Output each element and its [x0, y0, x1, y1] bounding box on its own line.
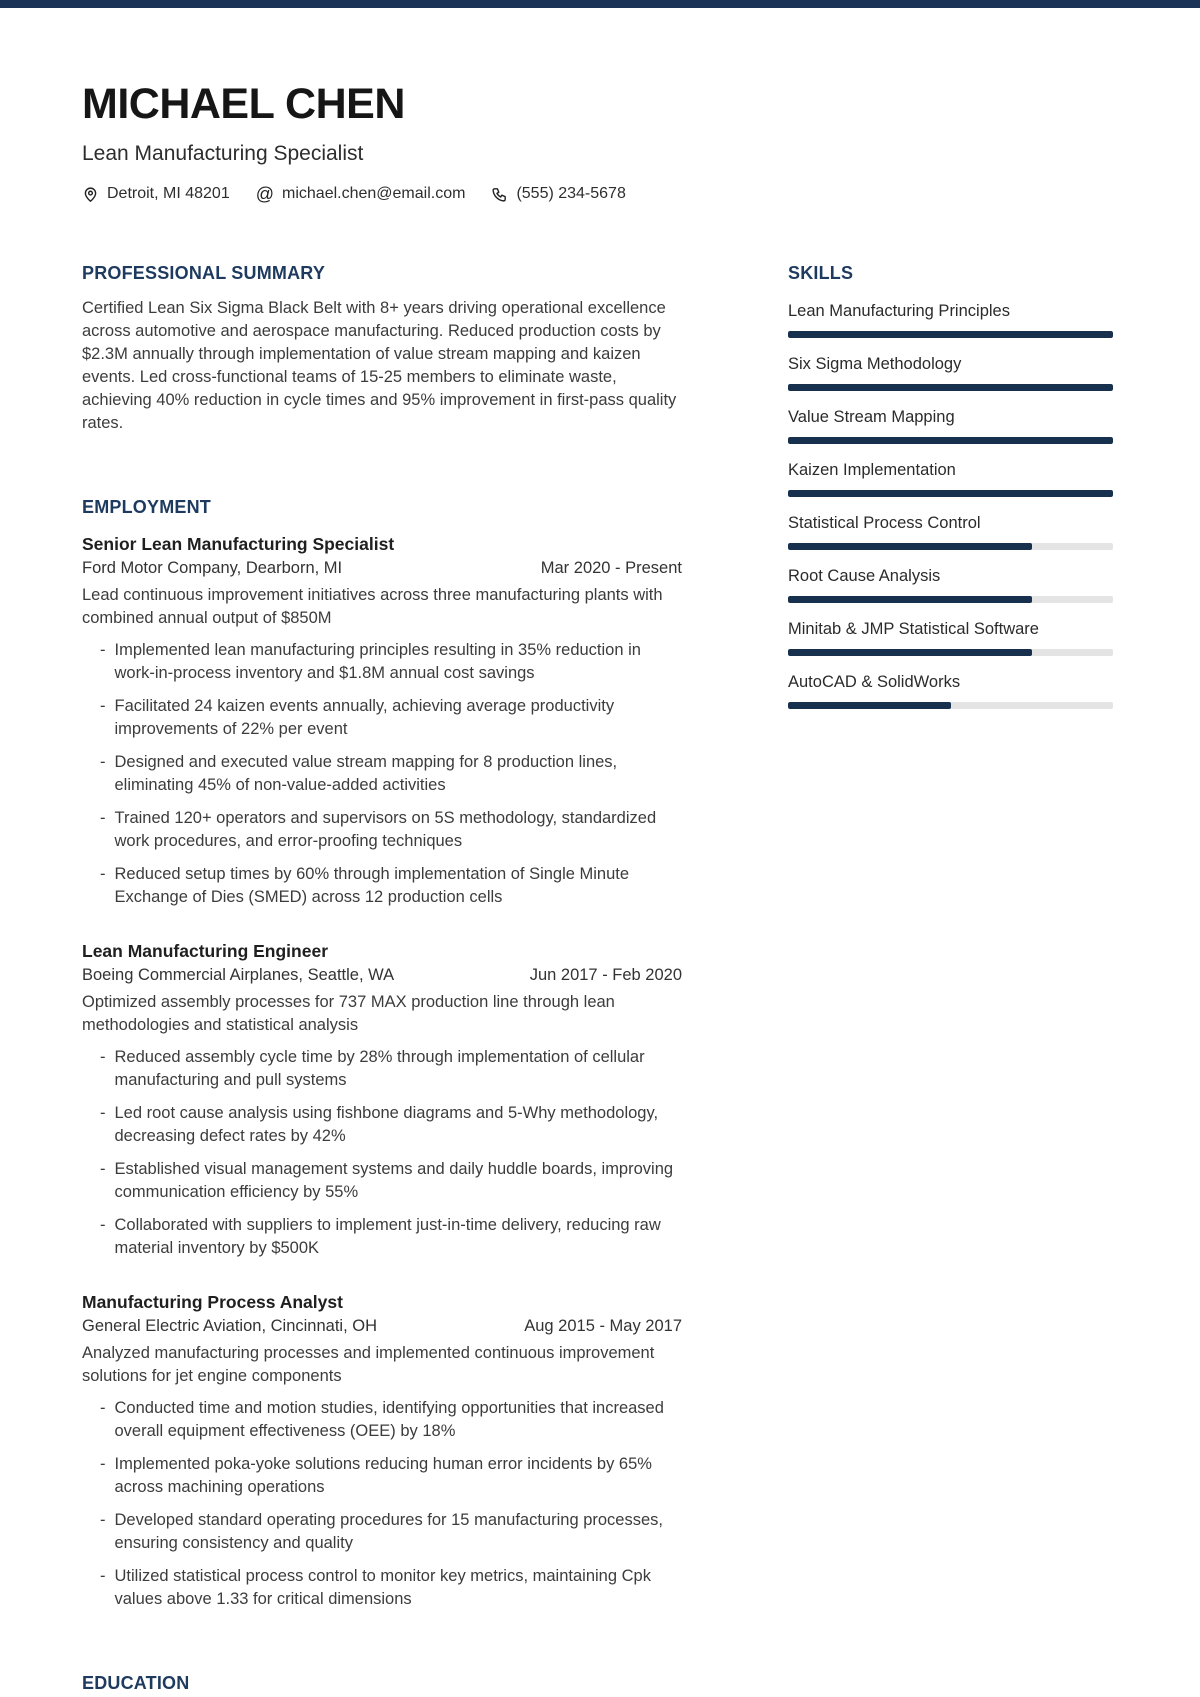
- employment-heading: EMPLOYMENT: [82, 496, 212, 517]
- skill-item: [788, 406, 1113, 444]
- skill-item: [788, 459, 1113, 497]
- bullet-dash: -: [100, 1215, 106, 1234]
- job-bullet: [100, 1565, 682, 1611]
- skill-item: [788, 565, 1113, 603]
- contact-phone: [491, 185, 625, 203]
- bullet-dash: -: [100, 1454, 106, 1473]
- bullet-dash: -: [100, 640, 106, 659]
- job-bullet: [100, 695, 682, 741]
- skill-bar: [788, 596, 1113, 603]
- job-dates: Jun 2017 - Feb 2020: [529, 965, 682, 984]
- skill-item: [788, 671, 1113, 709]
- skill-bar: [788, 543, 1113, 550]
- bullet-dash: -: [100, 1047, 106, 1066]
- job-meta-row: [82, 963, 682, 988]
- bullet-text: Conducted time and motion studies, identifying opportunities that increased overall equipment effectiveness (OEE) by 18%: [114, 1398, 664, 1440]
- job-company: Ford Motor Company, Dearborn, MI: [82, 558, 343, 577]
- bullet-dash: -: [100, 696, 106, 715]
- job-bullet: [100, 1158, 682, 1204]
- job-entry: [82, 532, 682, 909]
- skill-label: Lean Manufacturing Principles: [788, 301, 1010, 320]
- bullet-text: Utilized statistical process control to monitor key metrics, maintaining Cpk values above 1.33 for critical dimensions: [114, 1566, 651, 1608]
- skill-label: Kaizen Implementation: [788, 460, 956, 479]
- content-columns: [82, 263, 1113, 1694]
- skill-label: Statistical Process Control: [788, 513, 981, 532]
- job-company: Boeing Commercial Airplanes, Seattle, WA: [82, 965, 395, 984]
- skill-bar-fill: [788, 702, 951, 709]
- job-entry: [82, 939, 682, 1260]
- phone-icon: [491, 186, 508, 203]
- bullet-text: Led root cause analysis using fishbone diagrams and 5-Why methodology, decreasing defect rates by 42%: [114, 1103, 659, 1145]
- skill-bar: [788, 702, 1113, 709]
- bullet-text: Trained 120+ operators and supervisors on 5S methodology, standardized work procedures, and error-proofing techniques: [114, 808, 657, 850]
- skills-list: [788, 300, 1113, 709]
- bullet-text: Implemented poka-yoke solutions reducing human error incidents by 65% across machining operations: [114, 1454, 652, 1496]
- summary-heading: PROFESSIONAL SUMMARY: [82, 263, 326, 284]
- candidate-name: MICHAEL CHEN: [82, 80, 405, 128]
- main-column: [82, 263, 682, 1694]
- contact-phone-text: (555) 234-5678: [516, 185, 626, 203]
- at-sign-icon: @: [255, 184, 275, 205]
- bullet-text: Implemented lean manufacturing principles resulting in 35% reduction in work-in-process inventory and $1.8M annual cost savings: [114, 640, 641, 682]
- job-bullet-list: [82, 1397, 682, 1611]
- jobs-container: [82, 532, 682, 1611]
- job-bullet: [100, 863, 682, 909]
- job-meta-row: [82, 556, 682, 581]
- job-title: Lean Manufacturing Engineer: [82, 940, 328, 961]
- bullet-dash: -: [100, 1510, 106, 1529]
- job-bullet-list: [82, 1046, 682, 1260]
- job-bullet: [100, 639, 682, 685]
- education-heading: EDUCATION: [82, 1672, 190, 1693]
- skill-bar-fill: [788, 543, 1032, 550]
- bullet-dash: -: [100, 1398, 106, 1417]
- skill-bar-fill: [788, 490, 1113, 497]
- job-bullet: [100, 1214, 682, 1260]
- bullet-text: Reduced assembly cycle time by 28% through implementation of cellular manufacturing and pull systems: [114, 1047, 645, 1089]
- bullet-dash: -: [100, 1103, 106, 1122]
- skill-bar-fill: [788, 384, 1113, 391]
- contact-email-text: michael.chen@email.com: [282, 185, 466, 203]
- skill-bar: [788, 490, 1113, 497]
- job-bullet: [100, 1397, 682, 1443]
- skill-label: Value Stream Mapping: [788, 407, 955, 426]
- bullet-text: Reduced setup times by 60% through implementation of Single Minute Exchange of Dies (SMED) across 12 production cells: [114, 864, 630, 906]
- bullet-dash: -: [100, 752, 106, 771]
- job-dates: Aug 2015 - May 2017: [524, 1316, 682, 1335]
- bullet-text: Facilitated 24 kaizen events annually, achieving average productivity improvements of 22% per event: [114, 696, 615, 738]
- job-bullet: [100, 1046, 682, 1092]
- job-description: Analyzed manufacturing processes and implemented continuous improvement solutions for jet engine components: [82, 1343, 655, 1385]
- bullet-dash: -: [100, 1566, 106, 1585]
- skill-item: [788, 512, 1113, 550]
- job-bullet: [100, 1453, 682, 1499]
- skill-bar: [788, 649, 1113, 656]
- summary-text: Certified Lean Six Sigma Black Belt with 8+ years driving operational excellence across automotive and aerospace manufacturing. Reduced production costs by $2.3M annually through implementation of value stream mapping and kaizen events. Led cross-functional teams of 15-25 members to eliminate waste, achieving 40% reduction in cycle times and 95% improvement in first-pass quality rates.: [82, 298, 677, 432]
- skill-bar-fill: [788, 649, 1032, 656]
- skill-label: AutoCAD & SolidWorks: [788, 672, 961, 691]
- job-meta-row: [82, 1314, 682, 1339]
- bullet-text: Designed and executed value stream mapping for 8 production lines, eliminating 45% of non-value-added activities: [114, 752, 618, 794]
- bullet-dash: -: [100, 1159, 106, 1178]
- location-pin-icon: [82, 186, 99, 203]
- bullet-dash: -: [100, 808, 106, 827]
- contact-email: [256, 185, 466, 203]
- job-entry: [82, 1290, 682, 1611]
- job-dates: Mar 2020 - Present: [540, 558, 682, 577]
- job-title: Manufacturing Process Analyst: [82, 1291, 343, 1312]
- bullet-text: Collaborated with suppliers to implement just-in-time delivery, reducing raw material inventory by $500K: [114, 1215, 661, 1257]
- section-skills: [788, 263, 1113, 709]
- skill-item: [788, 353, 1113, 391]
- bullet-text: Developed standard operating procedures for 15 manufacturing processes, ensuring consistency and quality: [114, 1510, 663, 1552]
- job-bullet-list: [82, 639, 682, 909]
- skill-item: [788, 618, 1113, 656]
- job-bullet: [100, 1509, 682, 1555]
- job-bullet: [100, 807, 682, 853]
- skill-bar-fill: [788, 331, 1113, 338]
- contact-row: [82, 185, 1113, 203]
- candidate-title: Lean Manufacturing Specialist: [82, 142, 364, 166]
- section-professional-summary: [82, 263, 682, 435]
- contact-location-text: Detroit, MI 48201: [107, 185, 230, 203]
- skill-bar-fill: [788, 437, 1113, 444]
- section-employment: [82, 497, 682, 1611]
- resume-header: [82, 82, 1113, 203]
- skills-heading: SKILLS: [788, 263, 854, 284]
- section-education: [82, 1673, 682, 1695]
- resume-page: [0, 82, 1200, 1694]
- bullet-text: Established visual management systems and daily huddle boards, improving communication efficiency by 55%: [114, 1159, 674, 1201]
- contact-location: [82, 185, 230, 203]
- skill-label: Minitab & JMP Statistical Software: [788, 619, 1039, 638]
- job-bullet: [100, 751, 682, 797]
- job-bullet: [100, 1102, 682, 1148]
- skill-item: [788, 300, 1113, 338]
- skill-label: Root Cause Analysis: [788, 566, 941, 585]
- job-company: General Electric Aviation, Cincinnati, OH: [82, 1316, 377, 1335]
- skill-label: Six Sigma Methodology: [788, 354, 962, 373]
- top-accent-bar: [0, 0, 1200, 8]
- bullet-dash: -: [100, 864, 106, 883]
- skill-bar: [788, 331, 1113, 338]
- skill-bar-fill: [788, 596, 1032, 603]
- job-title: Senior Lean Manufacturing Specialist: [82, 533, 395, 554]
- job-description: Optimized assembly processes for 737 MAX production line through lean methodologies and statistical analysis: [82, 992, 615, 1034]
- sidebar-column: [788, 263, 1113, 1694]
- skill-bar: [788, 437, 1113, 444]
- job-description: Lead continuous improvement initiatives across three manufacturing plants with combined annual output of $850M: [82, 585, 663, 627]
- skill-bar: [788, 384, 1113, 391]
